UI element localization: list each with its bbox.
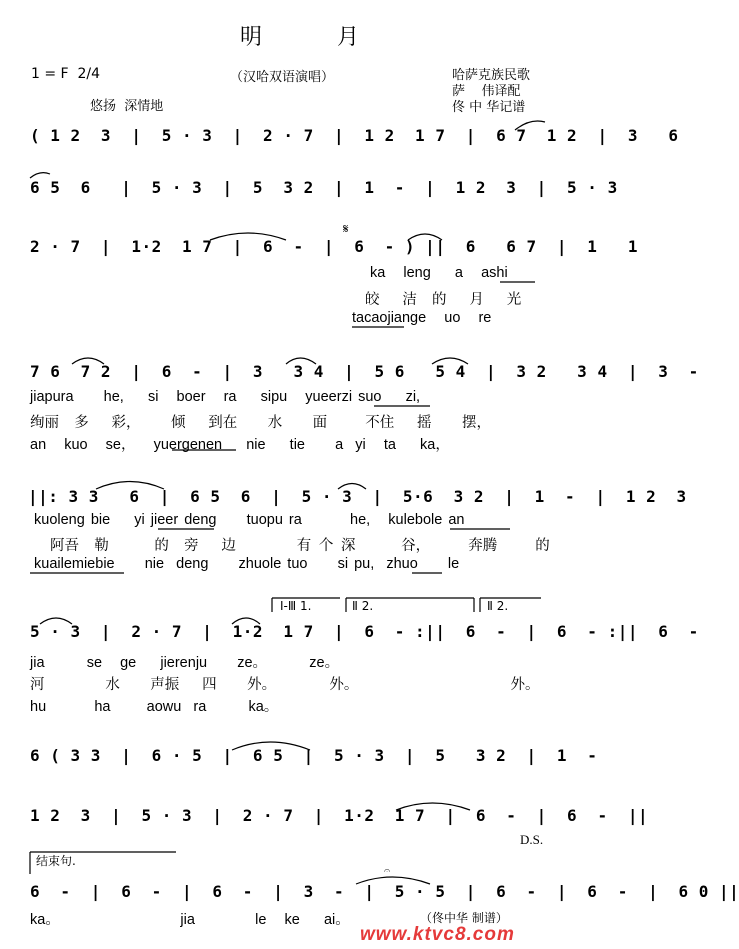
credit-folk-song: 哈萨克族民歌 [452, 68, 531, 83]
notation-system-1: ( 1 2 3 | 5 · 3 | 2 · 7 | 1 2 1 7 | 6 7 1 2 | 3 6 [30, 126, 679, 145]
notation-system-5: ||: 3 3 6 | 6 5 6 | 5 · 3 | 5·6 3 2 | 1 - | 1 2 3 [28, 487, 687, 506]
notation-system-7: 6 ( 3 3 | 6 · 5 | 6 5 | 5 · 3 | 5 3 2 | 1 - [30, 746, 598, 765]
fermata-icon: 𝄐 [384, 864, 391, 877]
lyric-line-pinyin-2: an kuo se， yuergenen nie tie a yi ta ka， [30, 437, 450, 453]
watermark-site: www.ktvc8.com [360, 924, 515, 945]
lyric-line-pinyin-1: ka。 jia le ke ai。 [30, 912, 350, 928]
lyric-line-pinyin-2: tacaojiange uo re [352, 310, 492, 326]
lyric-line-pinyin-1: ka leng a ashi [370, 265, 508, 281]
credit-translator: 萨 伟译配 [452, 84, 521, 99]
key-signature: 1 = F 2/4 [31, 66, 101, 82]
segno-sign: 𝄋 [343, 222, 349, 237]
ending-label: 结束句. [36, 854, 76, 868]
credit-transcriber: 佟 中 华记谱 [452, 100, 526, 115]
arranger-note: （佟中华 制谱） [420, 911, 508, 925]
notation-system-9: 6 - | 6 - | 6 - | 3 - | 5 · 5 | 6 - | 6 - | 6 0 || [30, 882, 739, 901]
page-title: 明 月 [240, 25, 393, 50]
lyric-line-pinyin-1: jia se ge jierenju ze。 ze。 [30, 655, 340, 671]
notation-system-6: 5 · 3 | 2 · 7 | 1·2 1 7 | 6 - :|| 6 - | 6 - :|| 6 - [30, 622, 699, 641]
tempo-marking: 悠扬 深情地 [90, 99, 164, 114]
volta-2: Ⅱ 2. [352, 599, 374, 613]
dal-segno-marking: D.S. [520, 832, 544, 847]
lyric-line-chinese: 阿吾 勒 的 旁 边 有 个 深 谷， 奔腾 的 [50, 538, 550, 554]
lyric-line-pinyin-1: kuoleng bie yi jieer deng tuopu ra he, kulebole an [34, 512, 465, 528]
notation-system-8: 1 2 3 | 5 · 3 | 2 · 7 | 1·2 1 7 | 6 - | 6 - || [30, 806, 649, 825]
notation-system-4: 7 6 7 2 | 6 - | 3 3 4 | 5 6 5 4 | 3 2 3 4 | 3 - [30, 362, 699, 381]
volta-3: Ⅱ 2. [487, 599, 509, 613]
lyric-line-pinyin-1: jiapura he, si boer ra sipu yueerzi suo zi, [30, 389, 421, 405]
notation-system-3: 2 · 7 | 1·2 1 7 | 6 - | 6 - ) || 6 6 7 | 1 1 [30, 237, 638, 256]
lyric-line-pinyin-2: hu ha aowu ra ka。 [30, 699, 279, 715]
lyric-line-pinyin-2: kuailemiebie nie deng zhuole tuo si pu, zhuo le [34, 556, 460, 572]
subtitle: （汉哈双语演唱） [230, 70, 335, 85]
lyric-line-chinese: 绚丽 多 彩， 倾 到在 水 面 不住 摇 摆， [30, 415, 491, 431]
lyric-line-chinese: 皎 洁 的 月 光 [365, 292, 522, 308]
volta-1: Ⅰ-Ⅲ 1. [280, 599, 312, 613]
lyric-line-chinese: 河 水 声振 四 外。 外。 外。 [30, 677, 540, 693]
notation-system-2: 6 5 6 | 5 · 3 | 5 3 2 | 1 - | 1 2 3 | 5 · 3 [30, 178, 618, 197]
